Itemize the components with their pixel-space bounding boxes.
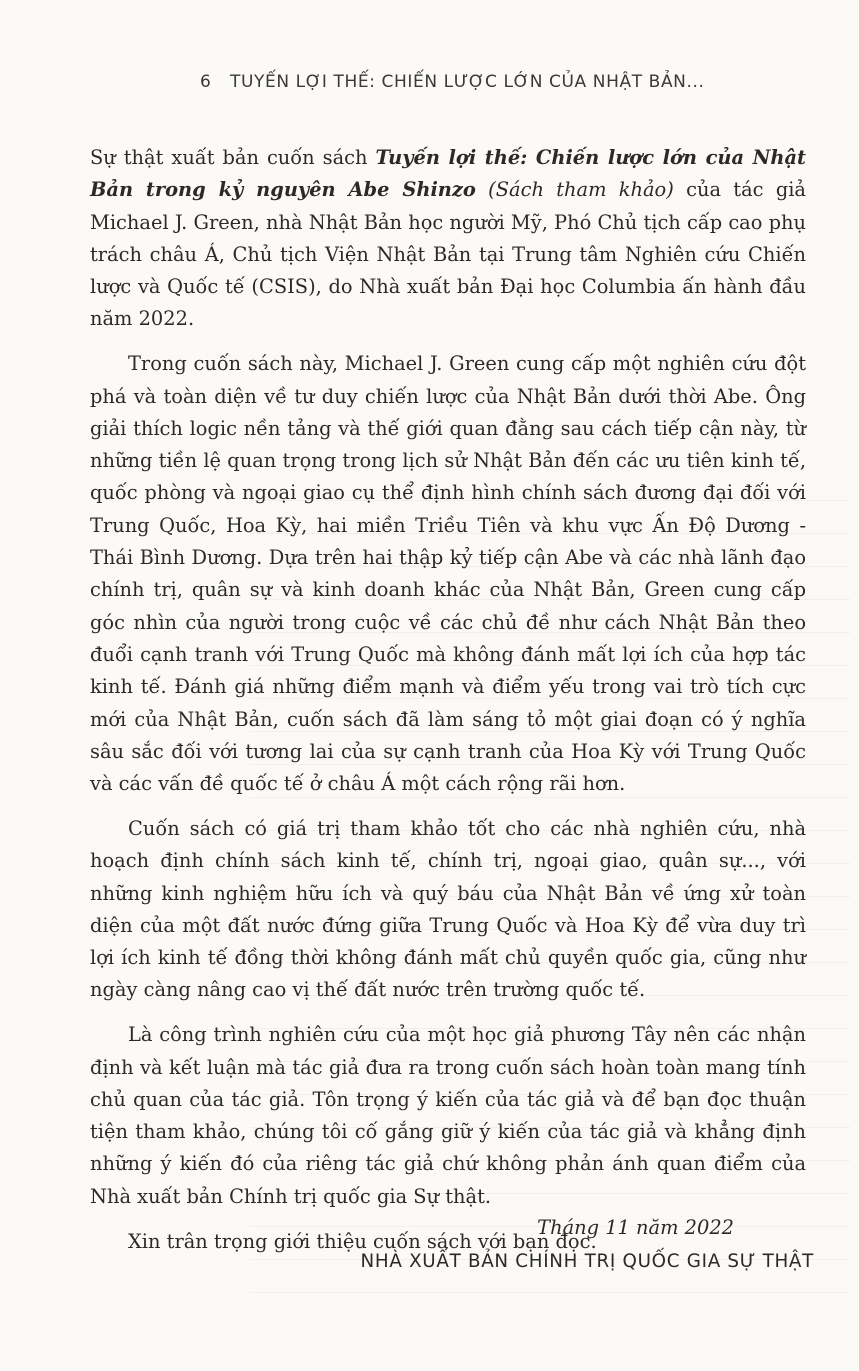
- paragraph-1-space: [476, 178, 488, 201]
- paragraph-1: [90, 142, 806, 336]
- page-number: 6: [200, 72, 212, 92]
- paragraph-1-rest: của tác giả Michael J. Green, nhà Nhật Bản học người Mỹ, Phó Chủ tịch cấp cao phụ trách châu Á, Chủ tịch Viện Nhật Bản tại Trung tâm Nghiên cứu Chiến lược và Quốc tế (CSIS), do Nhà xuất bản Đại học Columbia ấn hành đầu năm 2022.: [90, 178, 806, 331]
- running-header-title: TUYẾN LỢI THẾ: CHIẾN LƯỢC LỚN CỦA NHẬT BẢN...: [230, 72, 705, 92]
- book-title: Tuyến lợi thế: Chiến lược lớn của Nhật Bản trong kỷ nguyên Abe Shinzo: [90, 146, 806, 202]
- paragraph-1-lead: Sự thật xuất bản cuốn sách: [90, 146, 376, 169]
- body-text: [90, 142, 806, 1270]
- publisher-signature: NHÀ XUẤT BẢN CHÍNH TRỊ QUỐC GIA SỰ THẬT: [360, 1251, 814, 1272]
- running-header: [0, 66, 859, 96]
- reference-note: (Sách tham khảo): [488, 178, 674, 202]
- paragraph-3: Cuốn sách có giá trị tham khảo tốt cho các nhà nghiên cứu, nhà hoạch định chính sách kinh tế, chính trị, ngoại giao, quân sự..., với những kinh nghiệm hữu ích và quý báu của Nhật Bản về ứng xử toàn diện của một đất nước đứng giữa Trung Quốc và Hoa Kỳ để vừa duy trì lợi ích kinh tế đồng thời không đánh mất chủ quyền quốc gia, cũng như ngày càng nâng cao vị thế đất nước trên trường quốc tế.: [90, 816, 806, 1002]
- paragraph-5: Xin trân trọng giới thiệu cuốn sách với bạn đọc.: [128, 1229, 597, 1253]
- paragraph-4: Là công trình nghiên cứu của một học giả phương Tây nên các nhận định và kết luận mà tác giả đưa ra trong cuốn sách hoàn toàn mang tính chủ quan của tác giả. Tôn trọng ý kiến của tác giả và để bạn đọc thuận tiện tham khảo, chúng tôi cố gắng giữ ý kiến của tác giả và khẳng định những ý kiến đó của riêng tác giả chứ không phản ánh quan điểm của Nhà xuất bản Chính trị quốc gia Sự thật.: [90, 1023, 806, 1208]
- paragraph-2: Trong cuốn sách này, Michael J. Green cung cấp một nghiên cứu đột phá và toàn diện về tư duy chiến lược của Nhật Bản dưới thời Abe. Ông giải thích logic nền tảng và thế giới quan đằng sau cách tiếp cận này, từ những tiền lệ quan trọng trong lịch sử Nhật Bản đến các ưu tiên kinh tế, quốc phòng và ngoại giao cụ thể định hình chính sách đương đại đối với Trung Quốc, Hoa Kỳ, hai miền Triều Tiên và khu vực Ấn Độ Dương - Thái Bình Dương. Dựa trên hai thập kỷ tiếp cận Abe và các nhà lãnh đạo chính trị, quân sự và kinh doanh khác của Nhật Bản, Green cung cấp góc nhìn của người trong cuộc về các chủ đề như cách Nhật Bản theo đuổi cạnh tranh với Trung Quốc mà không đánh mất lợi ích của hợp tác kinh tế. Đánh giá những điểm mạnh và điểm yếu trong vai trò tích cực mới của Nhật Bản, cuốn sách đã làm sáng tỏ một giai đoạn có ý nghĩa sâu sắc đối với tương lai của sự cạnh tranh của Hoa Kỳ với Trung Quốc và các vấn đề quốc tế ở châu Á một cách rộng rãi hơn.: [90, 352, 806, 796]
- date-line: Tháng 11 năm 2022: [537, 1216, 734, 1239]
- closing-block: [90, 1212, 814, 1280]
